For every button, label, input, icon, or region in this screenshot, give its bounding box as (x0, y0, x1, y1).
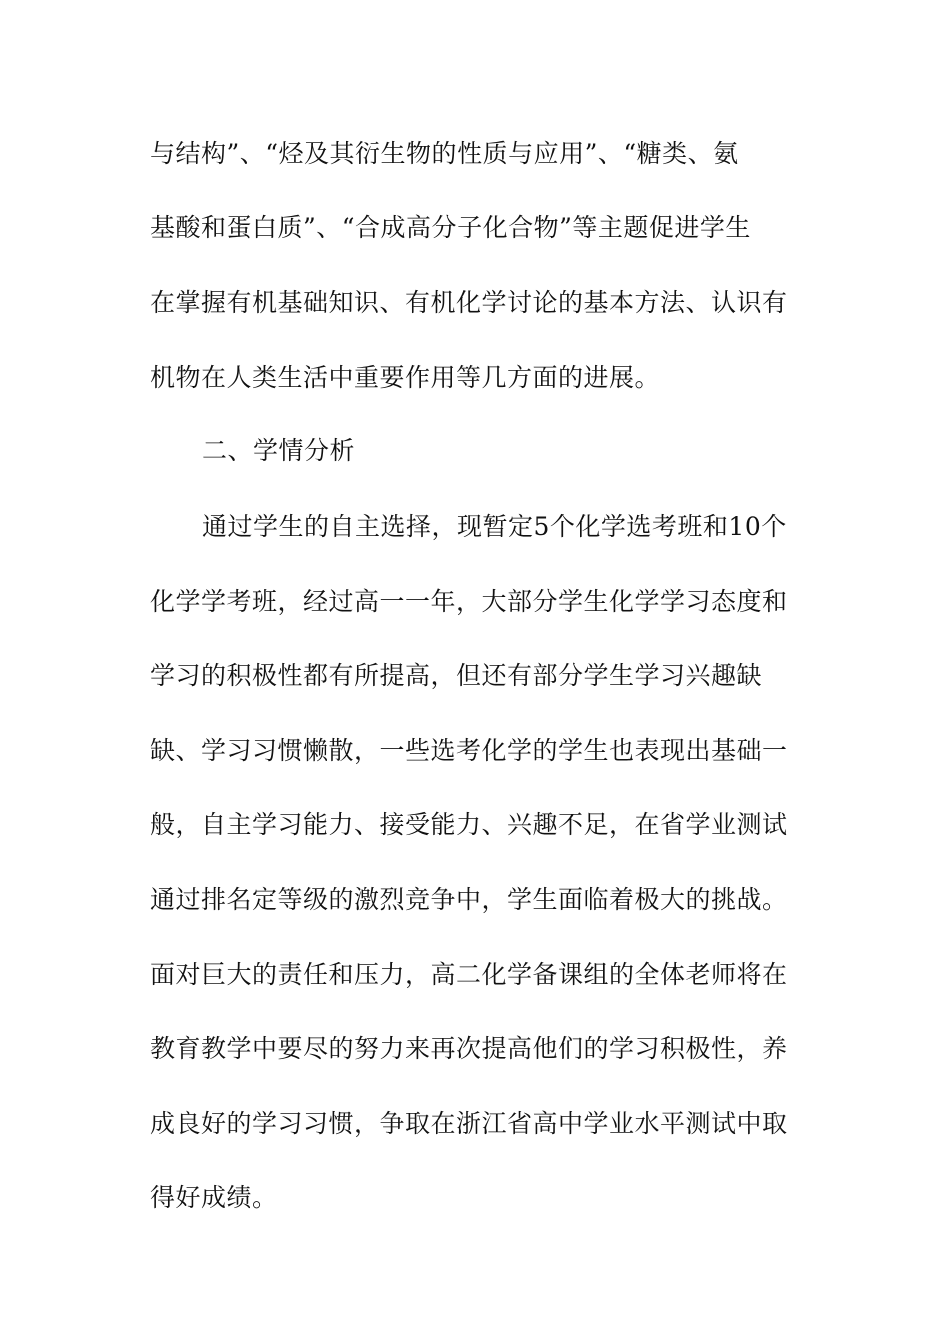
text-line: 得好成绩。 (150, 1183, 278, 1212)
text-line: 缺、学习习惯懒散，一些选考化学的学生也表现出基础一 (150, 736, 788, 765)
text-line: 化学学考班，经过高一一年，大部分学生化学学习态度和 (150, 587, 788, 616)
text-line: 与结构”、“烃及其衍生物的性质与应用”、“糖类、氨 (150, 139, 739, 168)
text-line: 机物在人类生活中重要作用等几方面的进展。 (150, 363, 661, 392)
text-line: 通过排名定等级的激烈竞争中，学生面临着极大的挑战。 (150, 885, 788, 914)
text-line: 般，自主学习能力、接受能力、兴趣不足，在省学业测试 (150, 810, 788, 839)
text-line: 通过学生的自主选择，现暂定5个化学选考班和10个 (202, 512, 787, 541)
text-line: 学习的积极性都有所提高，但还有部分学生学习兴趣缺 (150, 661, 763, 690)
text-line: 基酸和蛋白质”、“合成高分子化合物”等主题促进学生 (150, 213, 751, 242)
text-line: 在掌握有机基础知识、有机化学讨论的基本方法、认识有 (150, 288, 788, 317)
text-line: 教育教学中要尽的努力来再次提高他们的学习积极性，养 (150, 1034, 788, 1063)
text-line: 成良好的学习习惯，争取在浙江省高中学业水平测试中取 (150, 1109, 788, 1138)
section-heading: 二、学情分析 (202, 436, 356, 465)
text-line: 面对巨大的责任和压力，高二化学备课组的全体老师将在 (150, 960, 788, 989)
